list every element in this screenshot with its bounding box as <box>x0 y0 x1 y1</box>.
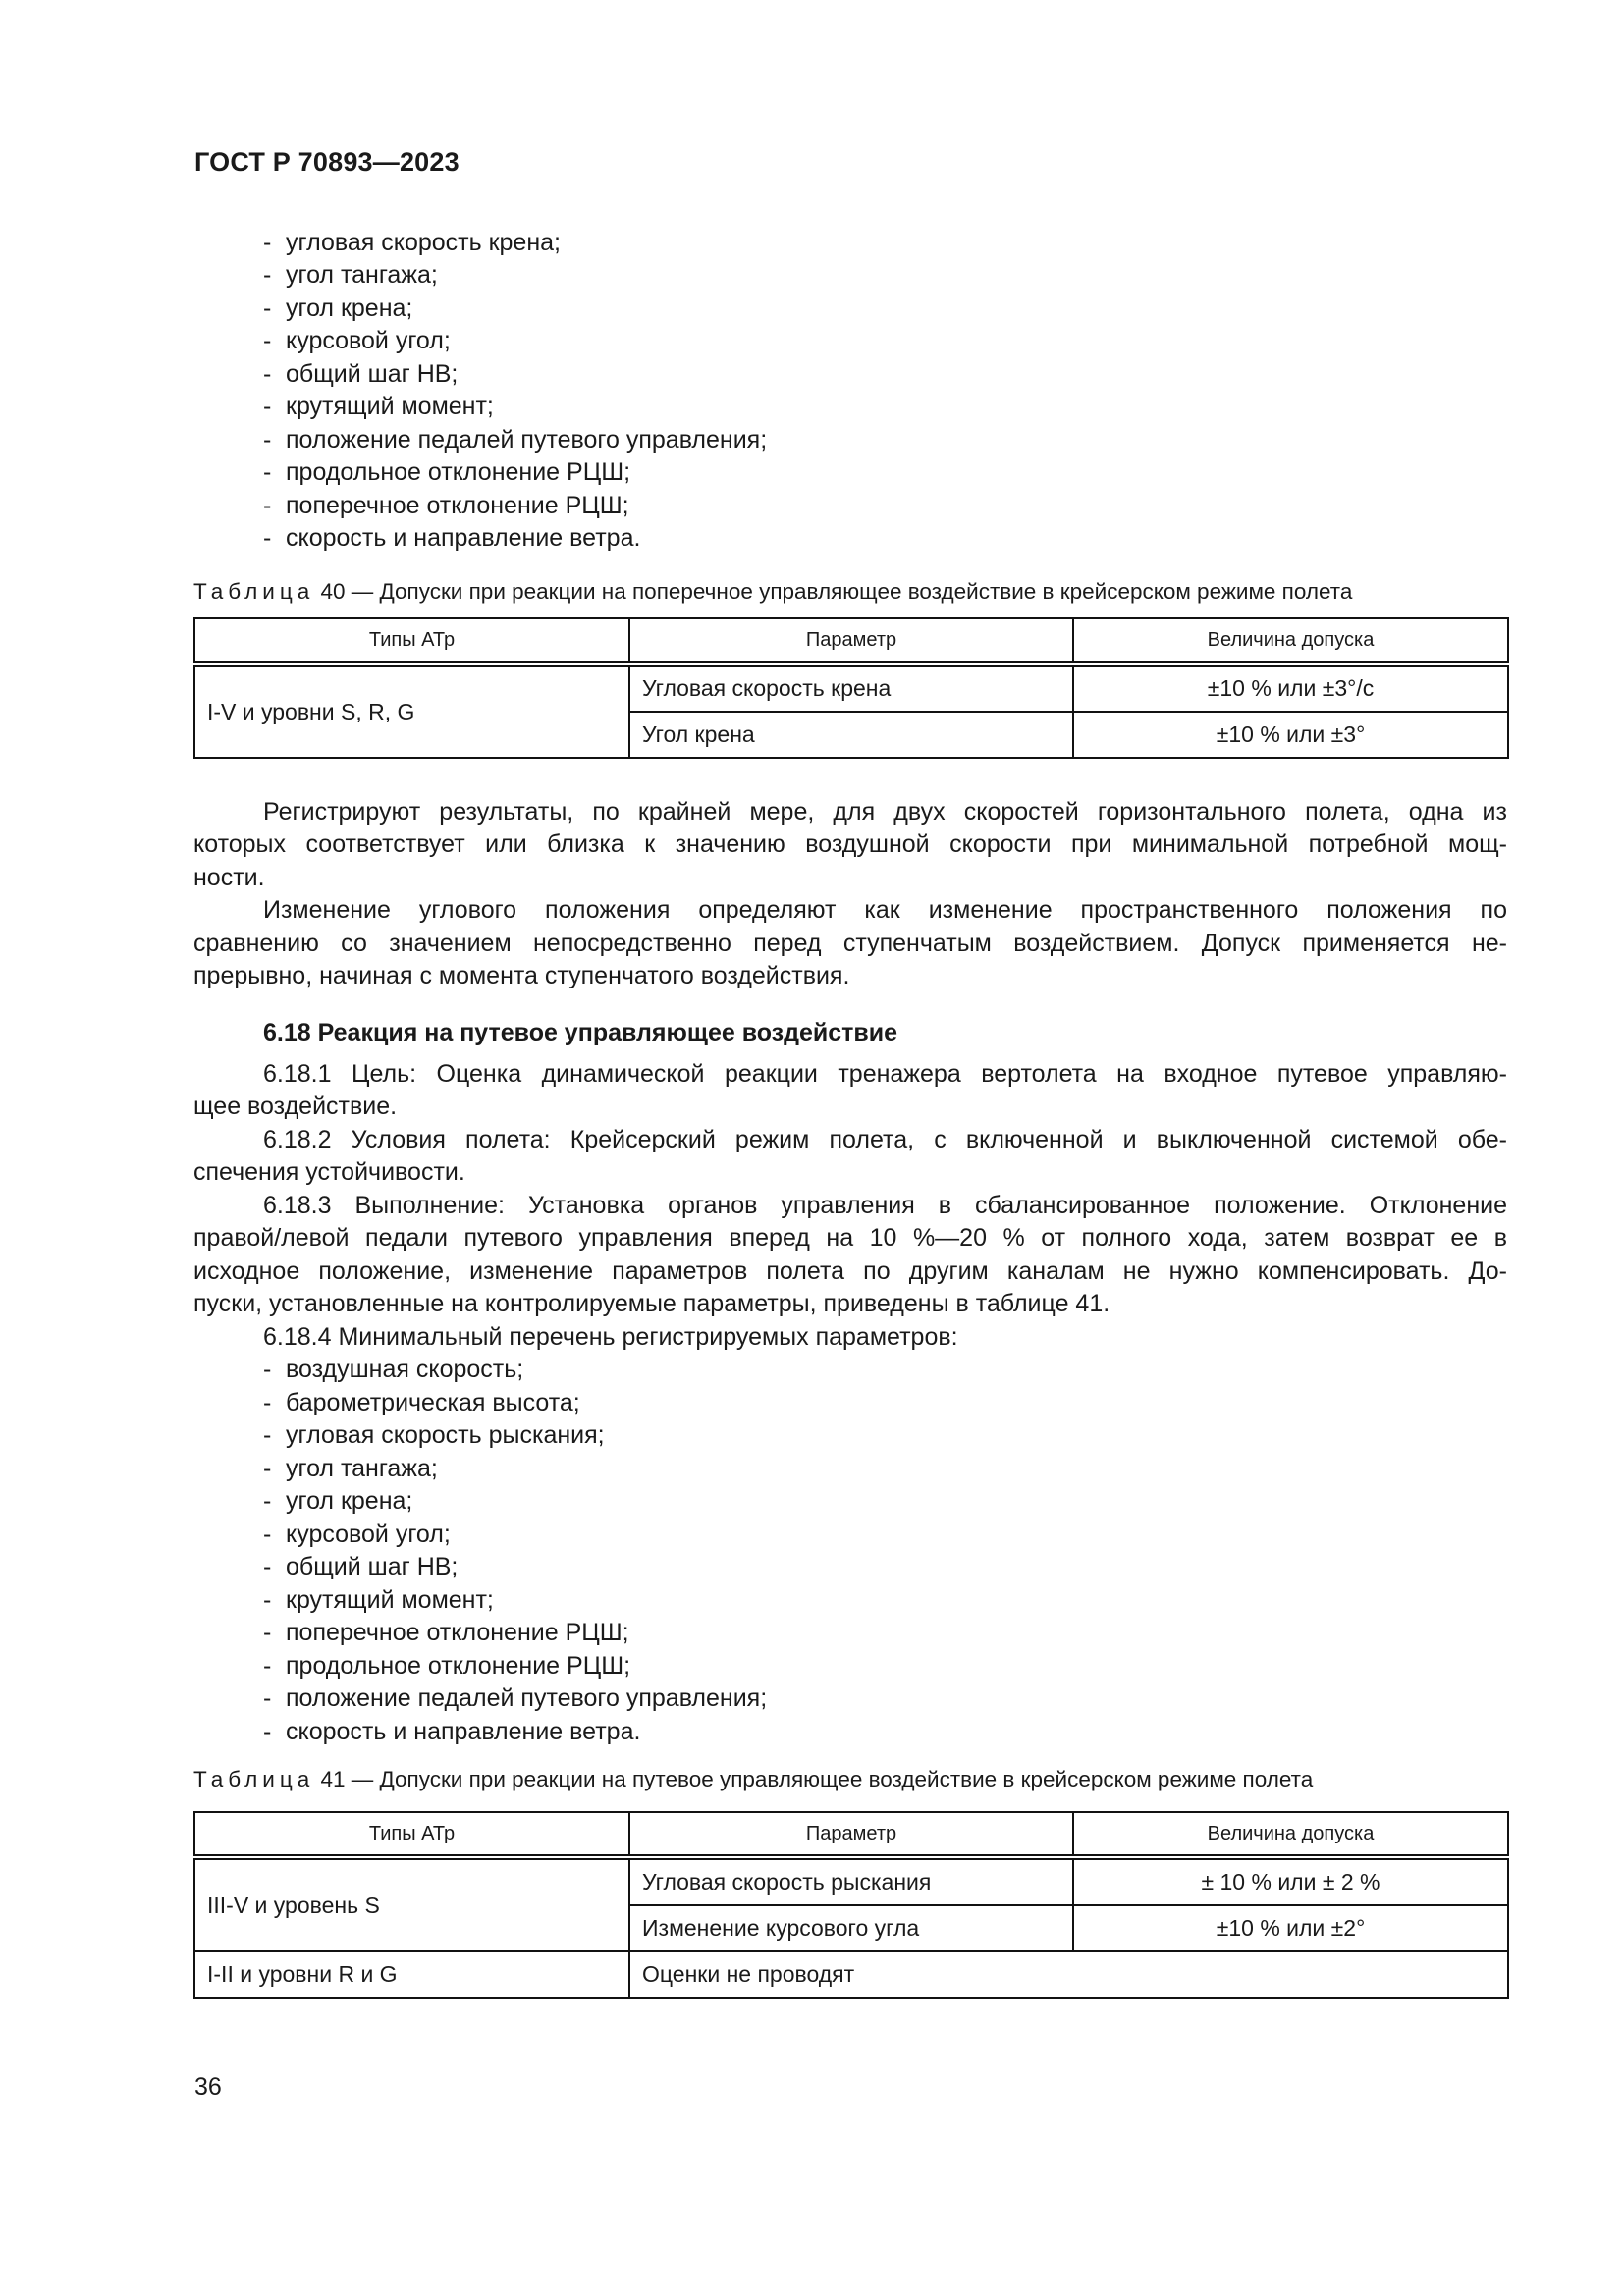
tolerance-cell: ±10 % или ±2° <box>1073 1905 1508 1951</box>
table-header-row <box>194 618 1508 664</box>
list-item: - продольное отклонение РЦШ; <box>263 458 631 486</box>
list-item: - поперечное отклонение РЦШ; <box>263 1619 629 1646</box>
column-header: Параметр <box>629 618 1073 664</box>
list-item: - угол крена; <box>263 1487 413 1515</box>
page-number: 36 <box>194 2073 222 2101</box>
table-header-row <box>194 1812 1508 1857</box>
column-header: Типы АТр <box>194 1812 629 1857</box>
list-item: - скорость и направление ветра. <box>263 524 641 552</box>
list-item: - угол крена; <box>263 294 413 322</box>
list-item: - продольное отклонение РЦШ; <box>263 1652 631 1680</box>
table-41-caption: Таблица 41 — Допуски при реакции на путевое управляющее воздействие в крейсерском режиме полета <box>193 1767 1314 1791</box>
list-item: - положение педалей путевого управления; <box>263 1684 768 1712</box>
atr-type-cell: III-V и уровень S <box>194 1857 629 1951</box>
parameter-cell: Угол крена <box>629 712 1073 758</box>
tolerance-cell: ± 10 % или ± 2 % <box>1073 1857 1508 1905</box>
list-item: - угловая скорость рыскания; <box>263 1421 605 1449</box>
table-40-caption: Таблица 40 — Допуски при реакции на поперечное управляющее воздействие в крейсерском режиме полета <box>193 579 1353 604</box>
table-row <box>194 664 1508 712</box>
clause-6-18-4: 6.18.4 Минимальный перечень регистрируемых параметров: <box>263 1323 958 1351</box>
parameter-cell: Изменение курсового угла <box>629 1905 1073 1951</box>
list-item: - барометрическая высота; <box>263 1389 580 1416</box>
list-item: - положение педалей путевого управления; <box>263 426 768 454</box>
list-item: - угол тангажа; <box>263 261 438 289</box>
list-item: - курсовой угол; <box>263 1521 451 1548</box>
tolerance-cell: ±10 % или ±3°/с <box>1073 664 1508 712</box>
column-header: Параметр <box>629 1812 1073 1857</box>
list-item: - курсовой угол; <box>263 327 451 354</box>
note-cell: Оценки не проводят <box>629 1951 1508 1998</box>
list-item: - общий шаг НВ; <box>263 1553 459 1580</box>
tolerance-cell: ±10 % или ±3° <box>1073 712 1508 758</box>
atr-type-cell: I-V и уровни S, R, G <box>194 664 629 758</box>
table-row <box>194 1951 1508 1998</box>
table-row <box>194 1857 1508 1905</box>
table-41 <box>193 1811 1509 1999</box>
column-header: Величина допуска <box>1073 1812 1508 1857</box>
section-heading: 6.18 Реакция на путевое управляющее воздействие <box>263 1019 898 1046</box>
table-40 <box>193 617 1509 759</box>
list-item: - воздушная скорость; <box>263 1356 524 1383</box>
list-item: - поперечное отклонение РЦШ; <box>263 492 629 519</box>
parameter-cell: Угловая скорость рыскания <box>629 1857 1073 1905</box>
document-header: ГОСТ Р 70893—2023 <box>194 147 460 177</box>
list-item: - угловая скорость крена; <box>263 229 561 256</box>
list-item: - общий шаг НВ; <box>263 360 459 388</box>
list-item: - крутящий момент; <box>263 1586 494 1614</box>
list-item: - крутящий момент; <box>263 393 494 420</box>
atr-type-cell: I-II и уровни R и G <box>194 1951 629 1998</box>
list-item: - угол тангажа; <box>263 1455 438 1482</box>
column-header: Величина допуска <box>1073 618 1508 664</box>
list-item: - скорость и направление ветра. <box>263 1718 641 1745</box>
column-header: Типы АТр <box>194 618 629 664</box>
parameter-cell: Угловая скорость крена <box>629 664 1073 712</box>
